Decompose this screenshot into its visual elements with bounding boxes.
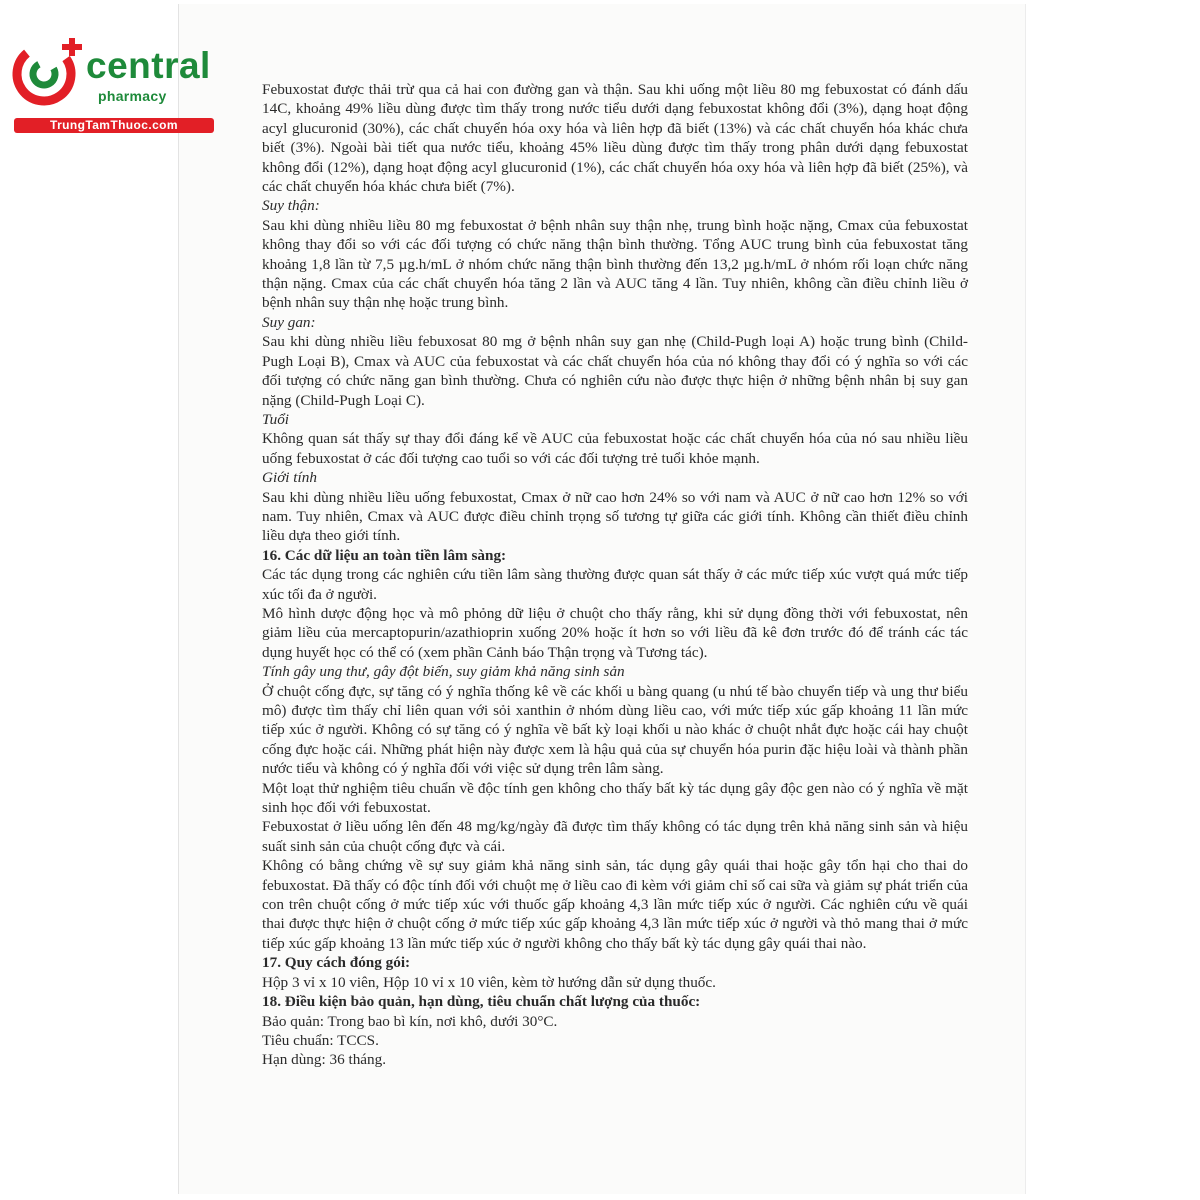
paragraph-elimination: Febuxostat được thải trừ qua cả hai con đường gan và thận. Sau khi uống một liều 80 mg febuxostat có đánh dấu 14C, khoảng 49% liều dùng được tìm thấy trong nước tiểu dưới dạng febuxostat không đổi (3%), dạng hoạt động acyl glucuronid (30%), các chất chuyển hóa oxy hóa và liên hợp đã biết (13%) và các chất chuyển hóa khác chưa biết (3%). Ngoài bài tiết qua nước tiểu, khoảng 45% liều dùng được tìm thấy trong phân dưới dạng febuxostat không đổi (12%), dạng hoạt động acyl glucuronid (1%), các chất chuyển hóa oxy hóa và liên hợp đã biết (25%), và các chất chuyển hóa khác chưa biết (7%). xyxy=(262,81,968,196)
paragraph-storage: Bảo quản: Trong bao bì kín, nơi khô, dưới 30°C. xyxy=(262,1012,558,1030)
paragraph-standard: Tiêu chuẩn: TCCS. xyxy=(262,1031,379,1049)
brand-name: central xyxy=(86,45,211,86)
paragraph-renal: Sau khi dùng nhiều liều 80 mg febuxostat ở bệnh nhân suy thận nhẹ, trung bình hoặc nặng, Cmax của febuxostat không thay đổi so với các đối tượng có chức năng thận bình thường. Tổng AUC trung bình của febuxostat tăng khoảng 1,8 lần từ 7,5 µg.h/mL ở nhóm chức năng thận bình thường đến 13,2 µg.h/mL ở nhóm rối loạn chức năng thận nặng. Cmax của các chất chuyển hóa tăng 2 lần và AUC tăng 4 lần. Tuy nhiên, không cần điều chỉnh liều ở bệnh nhân suy thận nhẹ hoặc trung bình. xyxy=(262,216,968,312)
heading-age: Tuổi xyxy=(262,410,290,428)
section-18-heading: 18. Điều kiện bảo quản, hạn dùng, tiêu chuẩn chất lượng của thuốc: xyxy=(262,993,701,1011)
paragraph-carcinogenicity-1: Ở chuột cống đực, sự tăng có ý nghĩa thống kê về các khối u bàng quang (u nhú tế bào chuyển tiếp và ung thư biểu mô) được tìm thấy chỉ liên quan với sỏi xanthin ở nhóm dùng liều cao, với mức tiếp xúc gấp khoảng 11 lần mức tiếp xúc ở người. Không có sự tăng có ý nghĩa về bất kỳ loại khối u nào khác ở chuột nhắt đực hoặc cái hay chuột cống đực hoặc cái. Những phát hiện này được xem là hậu quả của sự chuyển hóa purin đặc hiệu loài và thành phần nước tiểu và không có ý nghĩa đối với việc sử dụng trên lâm sàng. xyxy=(262,682,968,778)
heading-renal-impairment: Suy thận: xyxy=(262,197,320,215)
pharmacy-cross-logo-icon xyxy=(10,38,90,118)
paragraph-packaging: Hộp 3 vỉ x 10 viên, Hộp 10 vỉ x 10 viên, kèm tờ hướng dẫn sử dụng thuốc. xyxy=(262,973,716,991)
brand-subtitle: pharmacy xyxy=(98,88,167,104)
paragraph-carcinogenicity-3: Febuxostat ở liều uống lên đến 48 mg/kg/ngày đã được tìm thấy không có tác dụng trên khả năng sinh sản và hiệu suất sinh sản của chuột cống đực và cái. xyxy=(262,818,968,855)
heading-hepatic-impairment: Suy gan: xyxy=(262,313,316,331)
heading-gender: Giới tính xyxy=(262,469,317,487)
document-text xyxy=(262,80,968,1070)
paragraph-preclinical-2: Mô hình dược động học và mô phỏng dữ liệu ở chuột cho thấy rằng, khi sử dụng đồng thời với febuxostat, nên giảm liều của mercaptopurin/azathioprin xuống 20% hoặc ít hơn so với liều đã kê đơn trước đó để tránh các tác dụng huyết học có thể có (xem phần Cảnh báo Thận trọng và Tương tác). xyxy=(262,604,968,661)
faint-stamp-mark xyxy=(1010,545,1026,705)
central-pharmacy-logo[interactable] xyxy=(10,38,215,138)
heading-carcinogenicity: Tính gây ung thư, gây đột biến, suy giảm khả năng sinh sản xyxy=(262,663,625,681)
section-16-heading: 16. Các dữ liệu an toàn tiền lâm sàng: xyxy=(262,546,507,564)
paragraph-hepatic: Sau khi dùng nhiều liều febuxosat 80 mg ở bệnh nhân suy gan nhẹ (Child-Pugh loại A) hoặc trung bình (Child-Pugh Loại B), Cmax và AUC của febuxostat và các chất chuyển hóa của nó không thay đổi có ý nghĩa so với các đối tượng có chức năng gan bình thường. Chưa có nghiên cứu nào được thực hiện ở những bệnh nhân bị suy gan nặng (Child-Pugh Loại C). xyxy=(262,333,968,409)
paragraph-carcinogenicity-2: Một loạt thử nghiệm tiêu chuẩn về độc tính gen không cho thấy bất kỳ tác dụng gây độc gen nào có ý nghĩa về mặt sinh học đối với febuxostat. xyxy=(262,779,968,817)
paragraph-shelf-life: Hạn dùng: 36 tháng. xyxy=(262,1051,387,1069)
paragraph-age: Không quan sát thấy sự thay đổi đáng kể về AUC của febuxostat hoặc các chất chuyển hóa của nó sau nhiều liều uống febuxostat ở các đối tượng cao tuổi so với các đối tượng trẻ tuổi khỏe mạnh. xyxy=(262,430,968,467)
paragraph-carcinogenicity-4: Không có bằng chứng về sự suy giảm khả năng sinh sản, tác dụng gây quái thai hoặc gây tổn hại cho thai do febuxostat. Đã thấy có độc tính đối với chuột mẹ ở liều cao đi kèm với giảm chỉ số cai sữa và giảm sự phát triển của con trên chuột cống ở mức tiếp xúc với thuốc gấp khoảng 4,3 lần mức tiếp xúc ở người. Các nghiên cứu về quái thai được thực hiện ở chuột cống ở mức tiếp xúc gấp khoảng 4,3 lần mức tiếp xúc ở người và thỏ mang thai ở mức tiếp xúc gấp khoảng 13 lần mức tiếp xúc ở người không cho thấy bất kỳ tác dụng gây quái thai nào. xyxy=(262,857,968,952)
paragraph-preclinical-1: Các tác dụng trong các nghiên cứu tiền lâm sàng thường được quan sát thấy ở các mức tiếp xúc vượt quá mức tiếp xúc tối đa ở người. xyxy=(262,566,968,603)
site-url-badge: TrungTamThuoc.com xyxy=(14,118,214,133)
paragraph-gender: Sau khi dùng nhiều liều uống febuxostat, Cmax ở nữ cao hơn 24% so với nam và AUC ở nữ cao hơn 12% so với nam. Tuy nhiên, Cmax và AUC được điều chỉnh trọng số tương tự giữa các giới tính. Không cần thiết điều chỉnh liều dựa theo giới tính. xyxy=(262,488,968,545)
section-17-heading: 17. Quy cách đóng gói: xyxy=(262,954,411,972)
